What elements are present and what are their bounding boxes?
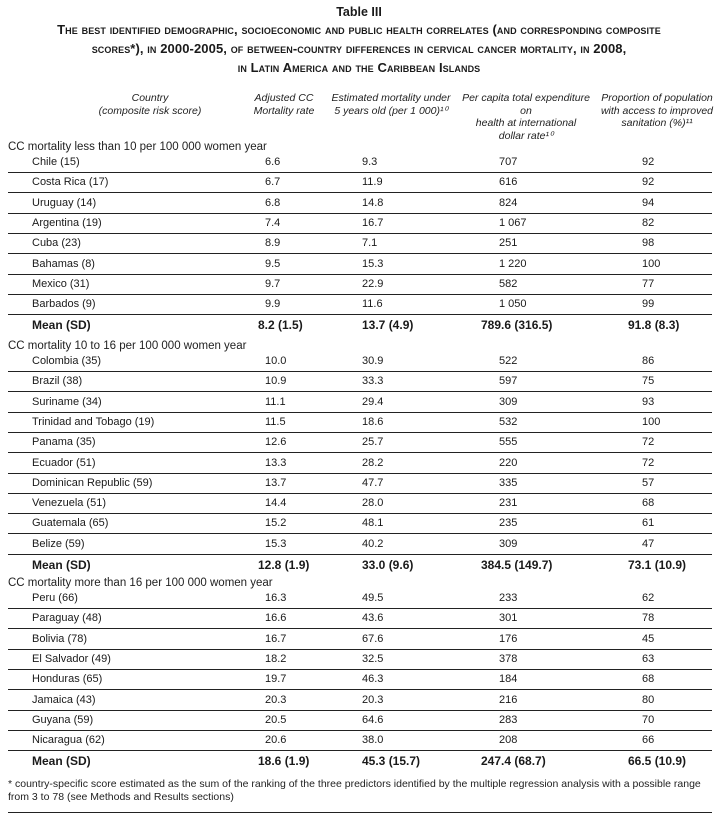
header-adjusted-cc-line-1: Adjusted CC: [254, 92, 314, 104]
country-cell: Guyana (59): [32, 713, 94, 726]
table-row: [8, 213, 712, 234]
adjusted-cc-cell: 6.8: [265, 196, 281, 209]
table-title-block: [0, 4, 718, 77]
under5-mortality-cell: 7.1: [362, 237, 378, 250]
header-sanitation: [598, 92, 716, 130]
header-expenditure-line-2: health at international: [475, 117, 577, 129]
sanitation-cell: 92: [642, 156, 655, 168]
adjusted-cc-cell: 9.9: [265, 298, 281, 311]
under5-mortality-cell: 29.4: [362, 395, 384, 408]
header-adjusted-cc-line-2: Mortality rate: [253, 104, 315, 117]
expenditure-cell: 301: [499, 612, 518, 625]
under5-mortality-cell: 32.5: [362, 652, 384, 665]
country-cell: Paraguay (48): [32, 612, 102, 625]
sanitation-cell: 86: [642, 355, 655, 367]
adjusted-cc-cell: 11.5: [265, 415, 286, 428]
sanitation-cell: 62: [642, 592, 655, 604]
country-cell: Uruguay (14): [32, 196, 97, 209]
sanitation-cell: 78: [642, 612, 655, 625]
table-row: [8, 392, 712, 413]
country-cell: Venezuela (51): [32, 497, 106, 510]
header-country-line-1: Country: [131, 92, 169, 104]
expenditure-cell: 309: [499, 537, 518, 550]
sanitation-cell: 100: [642, 415, 661, 428]
country-cell: Barbados (9): [32, 298, 96, 311]
group-title: CC mortality less than 10 per 100 000 women year: [8, 141, 267, 153]
adjusted-cc-cell: 12.6: [265, 436, 287, 449]
expenditure-cell: 384.5 (149.7): [481, 558, 553, 572]
table-row: [8, 152, 712, 173]
table-row: [8, 453, 712, 474]
table-row: [8, 233, 712, 254]
adjusted-cc-cell: 7.4: [265, 216, 281, 229]
adjusted-cc-cell: 13.3: [265, 456, 287, 469]
header-sanitation-line-2: with access to improved: [600, 104, 714, 117]
adjusted-cc-cell: 20.3: [265, 693, 287, 706]
country-cell: Costa Rica (17): [32, 176, 109, 189]
sanitation-cell: 75: [642, 375, 655, 388]
country-cell: Panama (35): [32, 436, 96, 449]
adjusted-cc-cell: 13.7: [265, 476, 287, 489]
adjusted-cc-cell: 10.9: [265, 375, 287, 388]
adjusted-cc-cell: 19.7: [265, 673, 287, 686]
under5-mortality-cell: 49.5: [362, 592, 384, 604]
table-row: [8, 629, 712, 650]
sanitation-cell: 47: [642, 537, 655, 550]
expenditure-cell: 216: [499, 693, 518, 706]
sanitation-cell: 72: [642, 456, 655, 469]
adjusted-cc-cell: 12.8 (1.9): [258, 558, 310, 572]
expenditure-cell: 555: [499, 436, 518, 449]
under5-mortality-cell: 38.0: [362, 734, 384, 747]
table-row: [8, 274, 712, 295]
under5-mortality-cell: 67.6: [362, 632, 384, 645]
expenditure-cell: 707: [499, 156, 518, 168]
under5-mortality-cell: 48.1: [362, 517, 384, 530]
country-cell: Cuba (23): [32, 237, 81, 250]
country-cell: Mean (SD): [32, 318, 91, 333]
table-row: [8, 669, 712, 690]
expenditure-cell: 251: [499, 237, 518, 250]
adjusted-cc-cell: 15.2: [265, 517, 287, 530]
header-country: [60, 92, 240, 117]
country-cell: Honduras (65): [32, 673, 103, 686]
table-row: [8, 608, 712, 629]
table-row: [8, 588, 712, 609]
under5-mortality-cell: 30.9: [362, 355, 384, 367]
country-cell: Colombia (35): [32, 355, 102, 367]
sanitation-cell: 45: [642, 632, 655, 645]
under5-mortality-cell: 43.6: [362, 612, 384, 625]
under5-mortality-cell: 28.0: [362, 497, 384, 510]
sanitation-cell: 73.1 (10.9): [628, 558, 687, 572]
sanitation-cell: 61: [642, 517, 655, 530]
under5-mortality-cell: 22.9: [362, 277, 384, 290]
table-row: [8, 730, 712, 751]
sanitation-cell: 80: [642, 693, 655, 706]
country-cell: Mean (SD): [32, 558, 91, 572]
expenditure-cell: 176: [499, 632, 518, 645]
sanitation-cell: 66: [642, 734, 655, 747]
mean-row: [8, 750, 712, 770]
adjusted-cc-cell: 9.7: [265, 277, 281, 290]
header-under5-line-2: 5 years old (per 1 000)¹⁰: [334, 104, 448, 117]
country-cell: Belize (59): [32, 537, 85, 550]
under5-mortality-cell: 64.6: [362, 713, 384, 726]
sanitation-cell: 70: [642, 713, 655, 726]
table-row: [8, 690, 712, 711]
table-row: [8, 534, 712, 555]
header-expenditure-line-3: dollar rate¹⁰: [498, 129, 554, 142]
footnote: * country-specific score estimated as the sum of the ranking of the three predictors identified by the multiple regression analysis with a possible range from 3 to 78 (see Methods and Results sections): [8, 778, 701, 803]
header-sanitation-line-3: sanitation (%)¹¹: [621, 117, 693, 129]
expenditure-cell: 532: [499, 415, 518, 428]
header-sanitation-line-1: Proportion of population: [601, 92, 713, 104]
under5-mortality-cell: 33.0 (9.6): [362, 558, 414, 572]
adjusted-cc-cell: 6.7: [265, 176, 281, 189]
expenditure-cell: 247.4 (68.7): [481, 754, 546, 769]
sanitation-cell: 94: [642, 196, 655, 209]
sanitation-cell: 68: [642, 673, 655, 686]
under5-mortality-cell: 45.3 (15.7): [362, 754, 421, 769]
adjusted-cc-cell: 20.5: [265, 713, 287, 726]
expenditure-cell: 235: [499, 517, 518, 530]
under5-mortality-cell: 20.3: [362, 693, 384, 706]
country-cell: Bahamas (8): [32, 257, 95, 270]
table-row: [8, 513, 712, 534]
adjusted-cc-cell: 8.9: [265, 237, 281, 250]
sanitation-cell: 72: [642, 436, 655, 449]
sanitation-cell: 82: [642, 216, 655, 229]
expenditure-cell: 597: [499, 375, 518, 388]
sanitation-cell: 100: [642, 257, 661, 270]
under5-mortality-cell: 47.7: [362, 476, 384, 489]
expenditure-cell: 582: [499, 277, 518, 290]
expenditure-cell: 309: [499, 395, 518, 408]
country-cell: Mexico (31): [32, 277, 90, 290]
group-title: CC mortality more than 16 per 100 000 women year: [8, 577, 273, 589]
table-caption-line-3: in Latin America and the Caribbean Islands: [237, 60, 481, 75]
expenditure-cell: 335: [499, 476, 518, 489]
expenditure-cell: 208: [499, 734, 518, 747]
under5-mortality-cell: 13.7 (4.9): [362, 318, 414, 333]
under5-mortality-cell: 16.7: [362, 216, 384, 229]
sanitation-cell: 92: [642, 176, 655, 189]
column-headers: [0, 92, 718, 142]
adjusted-cc-cell: 18.2: [265, 652, 287, 665]
adjusted-cc-cell: 11.1: [265, 395, 286, 408]
country-cell: Trinidad and Tobago (19): [32, 415, 155, 428]
under5-mortality-cell: 25.7: [362, 436, 384, 449]
sanitation-cell: 98: [642, 237, 655, 250]
country-cell: Nicaragua (62): [32, 734, 105, 747]
adjusted-cc-cell: 18.6 (1.9): [258, 754, 310, 769]
expenditure-cell: 824: [499, 196, 518, 209]
adjusted-cc-cell: 16.6: [265, 612, 287, 625]
table-row: [8, 254, 712, 275]
sanitation-cell: 57: [642, 476, 655, 489]
under5-mortality-cell: 11.9: [362, 176, 383, 189]
country-cell: Suriname (34): [32, 395, 102, 408]
table-row: [8, 351, 712, 372]
country-cell: Guatemala (65): [32, 517, 109, 530]
under5-mortality-cell: 40.2: [362, 537, 384, 550]
adjusted-cc-cell: 20.6: [265, 734, 287, 747]
table-row: [8, 412, 712, 433]
expenditure-cell: 1 050: [499, 298, 527, 311]
table-caption-line-1: The best identified demographic, socioeconomic and public health correlates (and corresponding composite: [57, 22, 661, 37]
under5-mortality-cell: 9.3: [362, 156, 378, 168]
header-adjusted-cc: [248, 92, 320, 117]
sanitation-cell: 63: [642, 652, 655, 665]
under5-mortality-cell: 15.3: [362, 257, 384, 270]
adjusted-cc-cell: 8.2 (1.5): [258, 318, 303, 333]
country-cell: Bolivia (78): [32, 632, 88, 645]
sanitation-cell: 93: [642, 395, 655, 408]
table-row: [8, 193, 712, 214]
expenditure-cell: 1 067: [499, 216, 527, 229]
country-cell: Peru (66): [32, 592, 78, 604]
header-country-line-2: (composite risk score): [98, 104, 202, 117]
country-cell: Chile (15): [32, 156, 80, 168]
under5-mortality-cell: 46.3: [362, 673, 384, 686]
under5-mortality-cell: 14.8: [362, 196, 384, 209]
expenditure-cell: 233: [499, 592, 518, 604]
header-expenditure: [456, 92, 596, 142]
under5-mortality-cell: 28.2: [362, 456, 384, 469]
country-cell: Brazil (38): [32, 375, 83, 388]
expenditure-cell: 378: [499, 652, 518, 665]
sanitation-cell: 66.5 (10.9): [628, 754, 687, 769]
expenditure-cell: 231: [499, 497, 518, 510]
country-cell: Argentina (19): [32, 216, 102, 229]
under5-mortality-cell: 11.6: [362, 298, 383, 311]
expenditure-cell: 184: [499, 673, 518, 686]
table-row: [8, 710, 712, 731]
sanitation-cell: 91.8 (8.3): [628, 318, 680, 333]
adjusted-cc-cell: 9.5: [265, 257, 281, 270]
header-expenditure-line-1: Per capita total expenditure on: [462, 92, 590, 117]
table-row: [8, 371, 712, 392]
sanitation-cell: 68: [642, 497, 655, 510]
expenditure-cell: 789.6 (316.5): [481, 318, 553, 333]
table-row: [8, 172, 712, 193]
adjusted-cc-cell: 10.0: [265, 355, 287, 367]
table-label: Table III: [336, 5, 382, 19]
expenditure-cell: 616: [499, 176, 518, 189]
mean-row: [8, 554, 712, 574]
country-cell: Mean (SD): [32, 754, 91, 769]
country-cell: Jamaica (43): [32, 693, 96, 706]
country-cell: El Salvador (49): [32, 652, 111, 665]
expenditure-cell: 1 220: [499, 257, 527, 270]
adjusted-cc-cell: 14.4: [265, 497, 287, 510]
under5-mortality-cell: 18.6: [362, 415, 384, 428]
table-row: [8, 493, 712, 514]
adjusted-cc-cell: 15.3: [265, 537, 287, 550]
adjusted-cc-cell: 16.7: [265, 632, 287, 645]
table-row: [8, 473, 712, 494]
table-caption-line-2: scores*), in 2000-2005, of between-country differences in cervical cancer mortality, in 2008,: [91, 41, 627, 56]
group-title: CC mortality 10 to 16 per 100 000 women year: [8, 340, 247, 352]
sanitation-cell: 99: [642, 298, 655, 311]
table-row: [8, 432, 712, 453]
expenditure-cell: 220: [499, 456, 518, 469]
header-under5-line-1: Estimated mortality under: [331, 92, 451, 104]
bottom-rule: [8, 812, 712, 813]
sanitation-cell: 77: [642, 277, 655, 290]
expenditure-cell: 283: [499, 713, 518, 726]
under5-mortality-cell: 33.3: [362, 375, 384, 388]
header-under5-mortality: [326, 92, 456, 117]
country-cell: Dominican Republic (59): [32, 476, 153, 489]
table-row: [8, 649, 712, 670]
country-cell: Ecuador (51): [32, 456, 96, 469]
mean-row: [8, 314, 712, 334]
adjusted-cc-cell: 16.3: [265, 592, 287, 604]
adjusted-cc-cell: 6.6: [265, 156, 281, 168]
table-row: [8, 294, 712, 315]
expenditure-cell: 522: [499, 355, 518, 367]
